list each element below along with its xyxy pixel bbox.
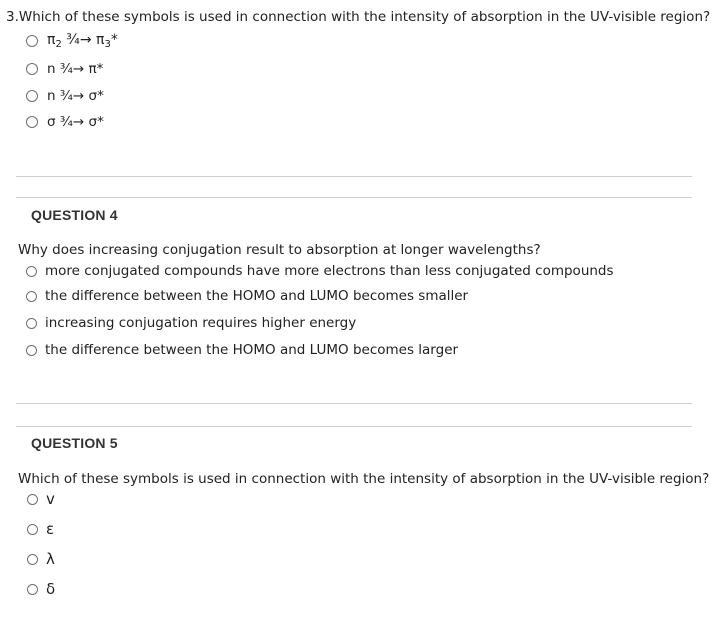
radio-button[interactable] [26, 90, 38, 102]
q4-option-2[interactable] [26, 288, 468, 304]
q3-option-2-label: n ¾→ π* [47, 61, 104, 77]
q5-option-4[interactable] [27, 580, 55, 598]
q3-option-2[interactable] [26, 61, 103, 77]
question-5-text: Which of these symbols is used in connection with the intensity of absorption in the UV-visible region? [18, 471, 710, 487]
q5-option-2[interactable] [27, 520, 54, 538]
radio-button[interactable] [26, 345, 37, 356]
q4-option-3[interactable] [26, 315, 356, 331]
q5-option-3-label: λ [46, 550, 55, 568]
q3-option-3[interactable] [26, 88, 104, 104]
q5-option-2-label: ε [46, 520, 55, 538]
q4-option-1-label: more conjugated compounds have more electrons than less conjugated compounds [45, 263, 614, 279]
q5-option-3[interactable] [27, 550, 55, 568]
q5-option-4-label: δ [46, 580, 56, 598]
q3-option-1[interactable] [26, 32, 118, 50]
divider [16, 426, 692, 427]
radio-button[interactable] [27, 494, 38, 505]
question-3-text: 3.Which of these symbols is used in connection with the intensity of absorption in the UV-visible region? [6, 9, 711, 25]
radio-button[interactable] [26, 318, 37, 329]
q4-option-3-label: increasing conjugation requires higher energy [45, 315, 357, 331]
q5-option-1-label: v [46, 490, 55, 508]
q3-option-3-label: n ¾→ σ* [47, 88, 104, 104]
question-5-header: QUESTION 5 [31, 435, 118, 451]
radio-button[interactable] [27, 524, 38, 535]
q3-option-1-label: $\pi_2$ ¾→ $\pi_3*$ [47, 32, 118, 50]
q4-option-2-label: the difference between the HOMO and LUMO becomes smaller [45, 288, 469, 304]
radio-button[interactable] [26, 35, 38, 47]
radio-button[interactable] [26, 63, 38, 75]
q3-option-4-label: σ ¾→ σ* [47, 114, 104, 130]
q3-option-4[interactable] [26, 114, 104, 130]
divider [16, 197, 692, 198]
question-4-header: QUESTION 4 [31, 207, 118, 223]
radio-button[interactable] [26, 266, 37, 277]
q4-option-4-label: the difference between the HOMO and LUMO becomes larger [45, 342, 459, 358]
q5-option-1[interactable] [27, 490, 55, 508]
divider [16, 403, 692, 404]
q4-option-1[interactable] [26, 263, 614, 279]
radio-button[interactable] [27, 554, 38, 565]
radio-button[interactable] [27, 584, 38, 595]
q4-option-4[interactable] [26, 342, 458, 358]
question-4-text: Why does increasing conjugation result to absorption at longer wavelengths? [18, 242, 541, 258]
radio-button[interactable] [26, 291, 37, 302]
divider [16, 176, 692, 177]
radio-button[interactable] [26, 116, 38, 128]
